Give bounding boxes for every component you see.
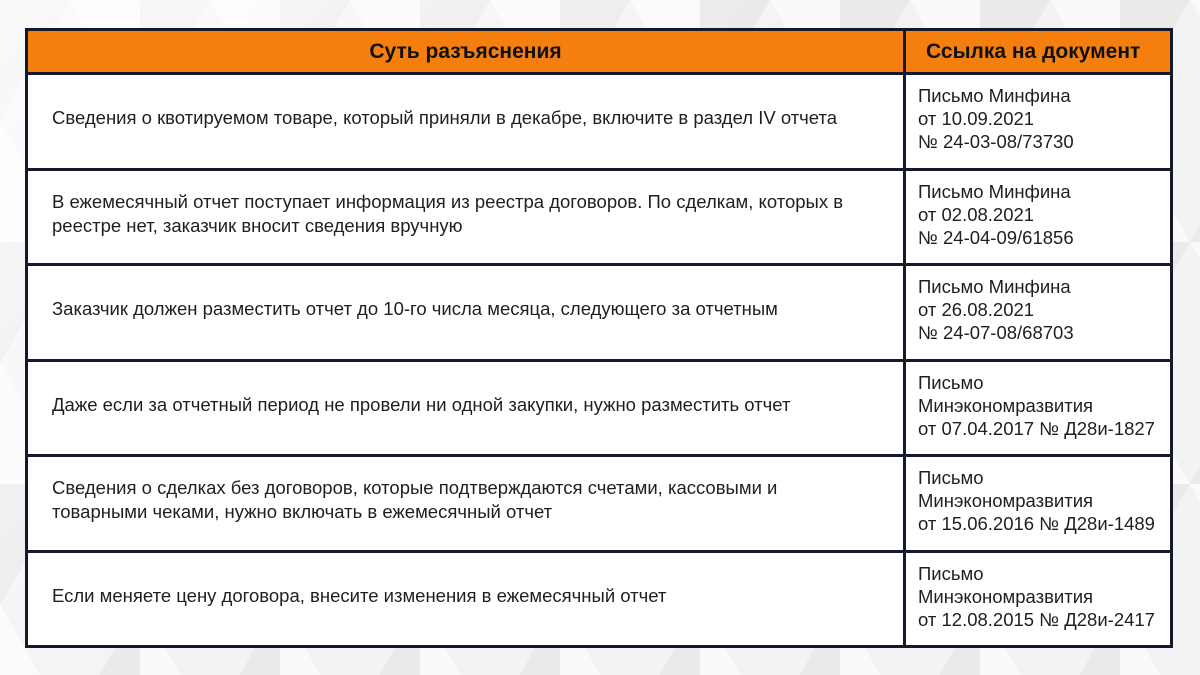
row-1-document: Письмо Минфина от 10.09.2021 № 24-03-08/73730 <box>906 75 1170 168</box>
row-3-explanation: Заказчик должен разместить отчет до 10-го числа месяца, следующего за отчетным <box>28 266 903 359</box>
row-6-document: Письмо Минэкономразвития от 12.08.2015 № Д28и-2417 <box>906 553 1170 646</box>
row-5-document: Письмо Минэкономразвития от 15.06.2016 № Д28и-1489 <box>906 457 1170 550</box>
header-explanation: Суть разъяснения <box>28 31 903 72</box>
row-4-document: Письмо Минэкономразвития от 07.04.2017 № Д28и-1827 <box>906 362 1170 455</box>
row-5-explanation: Сведения о сделках без договоров, которые подтверждаются счетами, кассовыми и товарными чеками, нужно включать в ежемесячный отчет <box>28 457 903 550</box>
row-4-explanation: Даже если за отчетный период не провели ни одной закупки, нужно разместить отчет <box>28 362 903 455</box>
row-2-document: Письмо Минфина от 02.08.2021 № 24-04-09/61856 <box>906 171 1170 264</box>
row-2-explanation: В ежемесячный отчет поступает информация из реестра договоров. По сделкам, которых в реестре нет, заказчик вносит сведения вручную <box>28 171 903 264</box>
row-6-explanation: Если меняете цену договора, внесите изменения в ежемесячный отчет <box>28 553 903 646</box>
header-document-link: Ссылка на документ <box>906 31 1170 72</box>
explanations-table <box>25 28 1173 648</box>
row-3-document: Письмо Минфина от 26.08.2021 № 24-07-08/68703 <box>906 266 1170 359</box>
row-1-explanation: Сведения о квотируемом товаре, который приняли в декабре, включите в раздел IV отчета <box>28 75 903 168</box>
